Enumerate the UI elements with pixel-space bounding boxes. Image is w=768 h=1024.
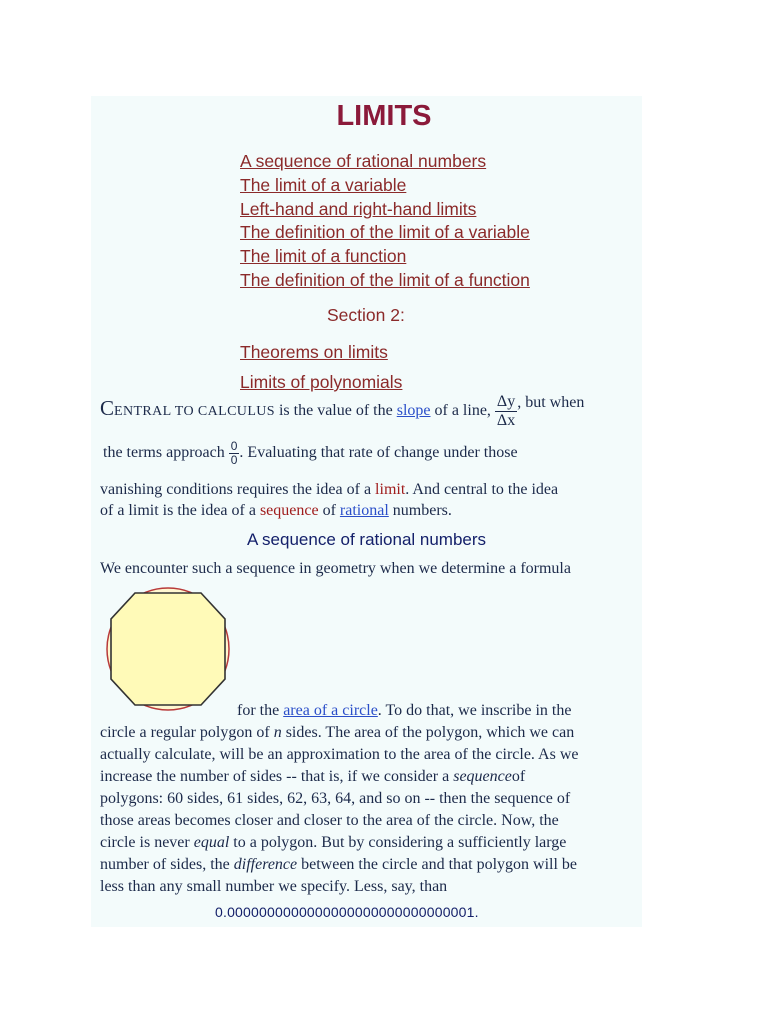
intro-text: is the value of the xyxy=(274,402,397,420)
intro-text: vanishing conditions requires the idea of a xyxy=(100,481,376,498)
page-title: LIMITS xyxy=(336,100,432,132)
octagon-in-circle-figure xyxy=(104,584,234,714)
fraction-denominator: 0 xyxy=(230,453,238,467)
sequence-term: sequence xyxy=(259,502,319,519)
body-text: between the circle and that polygon will be xyxy=(297,856,578,873)
small-caps-text: ENTRAL TO CALCULUS xyxy=(114,404,275,420)
toc-link-definition-limit-variable[interactable]: The definition of the limit of a variable xyxy=(240,222,530,243)
zero-over-zero-fraction xyxy=(229,440,240,467)
body-line xyxy=(100,854,640,876)
geometry-line: We encounter such a sequence in geometry when we determine a formula xyxy=(100,560,571,577)
body-text: of xyxy=(511,768,526,785)
italic-n: n xyxy=(273,724,282,741)
intro-text: the terms approach xyxy=(103,444,229,462)
intro-text: of xyxy=(318,502,340,519)
rational-link[interactable]: rational xyxy=(339,502,389,519)
intro-text: of a line, xyxy=(430,402,495,420)
fraction-numerator: Δy xyxy=(496,393,516,410)
body-text: increase the number of sides -- that is, if we consider a xyxy=(100,768,454,785)
intro-line-2 xyxy=(103,440,518,467)
toc-link-sequence-rational[interactable]: A sequence of rational numbers xyxy=(240,151,487,171)
body-line: polygons: 60 sides, 61 sides, 62, 63, 64, and so on -- then the sequence of xyxy=(100,790,571,807)
italic-equal: equal xyxy=(193,834,230,851)
body-text: . To do that, we inscribe in the xyxy=(377,702,572,719)
slope-link[interactable]: slope xyxy=(396,402,431,420)
polygon-shape xyxy=(111,593,225,705)
intro-text: . Evaluating that rate of change under those xyxy=(239,444,518,462)
intro-text: , but when xyxy=(517,394,585,412)
limit-term: limit xyxy=(375,481,406,498)
body-line xyxy=(100,766,640,788)
intro-text: . And central to the idea xyxy=(405,481,559,498)
intro-line-4 xyxy=(100,502,452,520)
toc-link-theorems-limits[interactable]: Theorems on limits xyxy=(240,342,388,362)
body-line xyxy=(100,722,640,744)
body-line: those areas becomes closer and closer to the area of the circle. Now, the xyxy=(100,812,559,829)
body-line xyxy=(100,700,640,722)
toc-link-limits-polynomials[interactable]: Limits of polynomials xyxy=(240,372,403,392)
section-2-links xyxy=(240,337,402,397)
intro-line-3 xyxy=(100,481,558,499)
italic-difference: difference xyxy=(233,856,298,873)
fraction-numerator: 0 xyxy=(230,439,238,453)
body-paragraph xyxy=(100,700,640,898)
body-text: circle is never xyxy=(100,834,194,851)
fraction-denominator: Δx xyxy=(496,412,516,429)
intro-line-1 xyxy=(100,393,584,430)
table-of-contents xyxy=(240,150,530,293)
section-heading: A sequence of rational numbers xyxy=(246,530,487,549)
toc-link-limit-variable[interactable]: The limit of a variable xyxy=(240,174,407,195)
small-caps-initial: C xyxy=(100,396,115,421)
body-text: sides. The area of the polygon, which we can xyxy=(281,724,575,741)
toc-link-definition-limit-function[interactable]: The definition of the limit of a function xyxy=(240,269,530,290)
body-line: actually calculate, will be an approximation to the area of the circle. As we xyxy=(100,746,579,763)
intro-text: of a limit is the idea of a xyxy=(100,502,260,519)
body-line xyxy=(100,832,640,854)
body-line: less than any small number we specify. Less, say, than xyxy=(100,878,448,895)
toc-link-left-right-limits[interactable]: Left-hand and right-hand limits xyxy=(240,198,477,219)
body-text: for the xyxy=(237,702,284,719)
body-text: number of sides, the xyxy=(100,856,234,873)
intro-text: numbers. xyxy=(388,502,452,519)
delta-fraction xyxy=(495,393,517,430)
italic-sequence: sequence xyxy=(453,768,512,785)
tiny-number: 0.0000000000000000000000000000001. xyxy=(215,904,479,920)
area-of-circle-link[interactable]: area of a circle xyxy=(283,702,378,719)
body-text: circle a regular polygon of xyxy=(100,724,274,741)
body-text: to a polygon. But by considering a sufficiently large xyxy=(229,834,567,851)
toc-link-limit-function[interactable]: The limit of a function xyxy=(240,246,407,267)
section-2-label: Section 2: xyxy=(327,305,405,325)
